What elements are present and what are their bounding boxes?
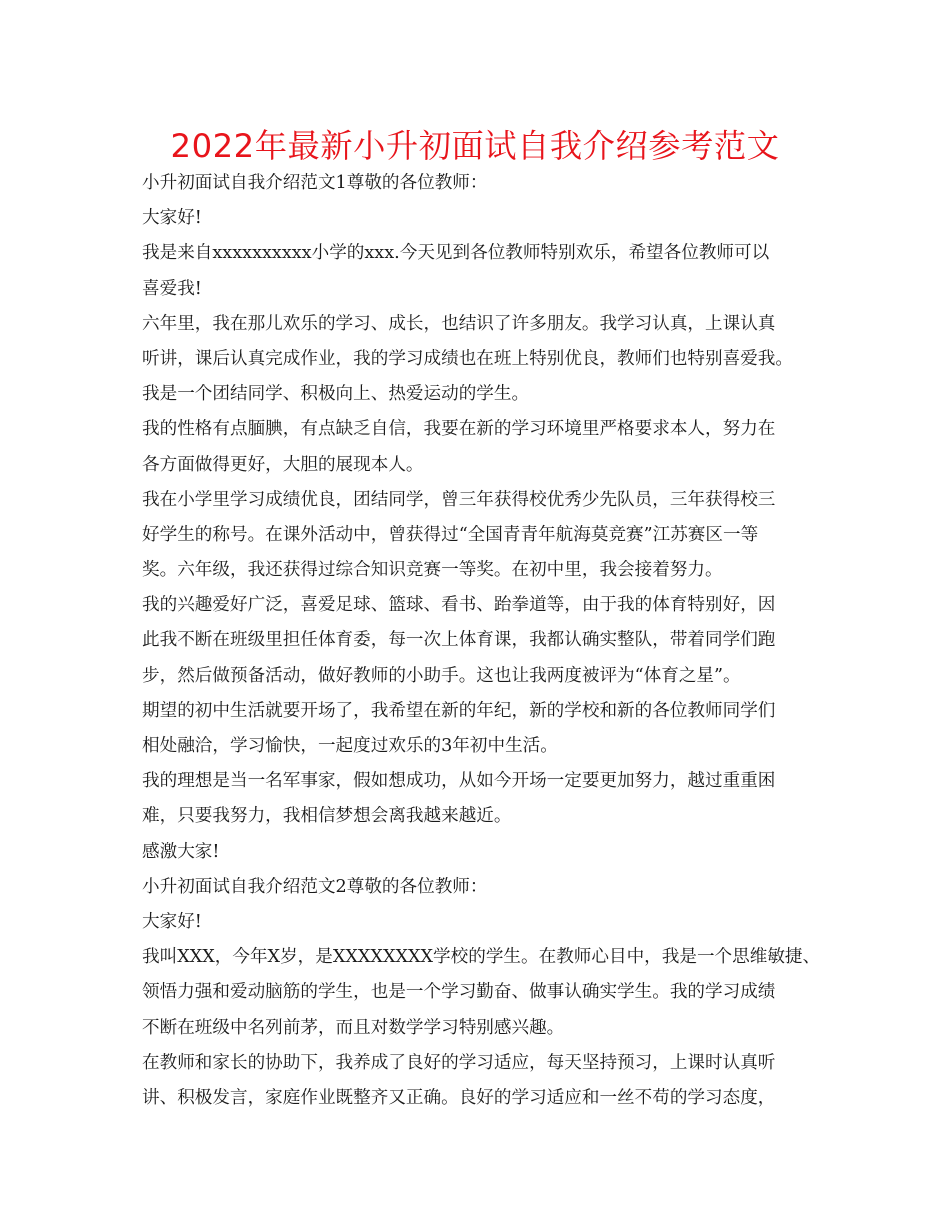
text-line: 期望的初中生活就要开场了，我希望在新的年纪，新的学校和新的各位教师同学们 xyxy=(142,700,776,721)
text-line: 领悟力强和爱动脑筋的学生，也是一个学习勤奋、做事认确实学生。我的学习成绩 xyxy=(142,982,776,1003)
text-line: 好学生的称号。在课外活动中，曾获得过“全国青青年航海莫竞赛”江苏赛区一等 xyxy=(142,524,759,545)
text-line: 不断在班级中名列前茅，而且对数学学习特别感兴趣。 xyxy=(142,1017,565,1038)
text-line: 奖。六年级，我还获得过综合知识竞赛一等奖。在初中里，我会接着努力。 xyxy=(142,560,723,581)
text-line: 六年里，我在那儿欢乐的学习、成长，也结识了许多朋友。我学习认真，上课认真 xyxy=(142,313,776,334)
text-line: 在教师和家长的协助下，我养成了良好的学习适应，每天坚持预习，上课时认真听 xyxy=(142,1052,776,1073)
text-line: 大家好! xyxy=(142,911,202,932)
text-line: 讲、积极发言，家庭作业既整齐又正确。良好的学习适应和一丝不苟的学习态度， xyxy=(142,1087,776,1108)
text-line: 大家好! xyxy=(142,208,202,229)
text-line: 喜爱我! xyxy=(142,278,202,299)
text-line: 相处融洽，学习愉快，一起度过欢乐的3年初中生活。 xyxy=(142,736,558,756)
text-line: 各方面做得更好，大胆的展现本人。 xyxy=(142,454,424,475)
text-line: 听讲，课后认真完成作业，我的学习成绩也在班上特别优良，教师们也特别喜爱我。 xyxy=(142,348,793,369)
text-line: 步，然后做预备活动，做好教师的小助手。这也让我两度被评为“体育之星”。 xyxy=(142,665,741,686)
text-line: 我的理想是当一名军事家，假如想成功，从如今开场一定要更加努力，越过重重困 xyxy=(142,771,776,792)
text-line: 此我不断在班级里担任体育委，每一次上体育课，我都认确实整队，带着同学们跑 xyxy=(142,630,776,651)
document-body xyxy=(142,166,822,1116)
text-line: 我是来自xxxxxxxxxx小学的xxx.今天见到各位教师特别欢乐，希望各位教师可以 xyxy=(142,243,770,264)
document-title: 2022年最新小升初面试自我介绍参考范文 xyxy=(170,127,780,165)
text-line: 小升初面试自我介绍范文1尊敬的各位教师： xyxy=(142,173,488,193)
text-line: 我的兴趣爱好广泛，喜爱足球、篮球、看书、跆拳道等，由于我的体育特别好，因 xyxy=(142,595,776,616)
text-line: 感激大家! xyxy=(142,841,220,862)
text-line: 小升初面试自我介绍范文2尊敬的各位教师： xyxy=(142,876,488,897)
text-line: 我叫XXX，今年X岁，是XXXXXXXX学校的学生。在教师心目中，我是一个思维敏捷、 xyxy=(142,947,821,968)
text-line: 我的性格有点腼腆，有点缺乏自信，我要在新的学习环境里严格要求本人，努力在 xyxy=(142,419,776,440)
text-line: 我是一个团结同学、积极向上、热爱运动的学生。 xyxy=(142,384,530,405)
text-line: 难，只要我努力，我相信梦想会离我越来越近。 xyxy=(142,806,512,827)
text-line: 我在小学里学习成绩优良，团结同学，曾三年获得校优秀少先队员，三年获得校三 xyxy=(142,489,776,510)
